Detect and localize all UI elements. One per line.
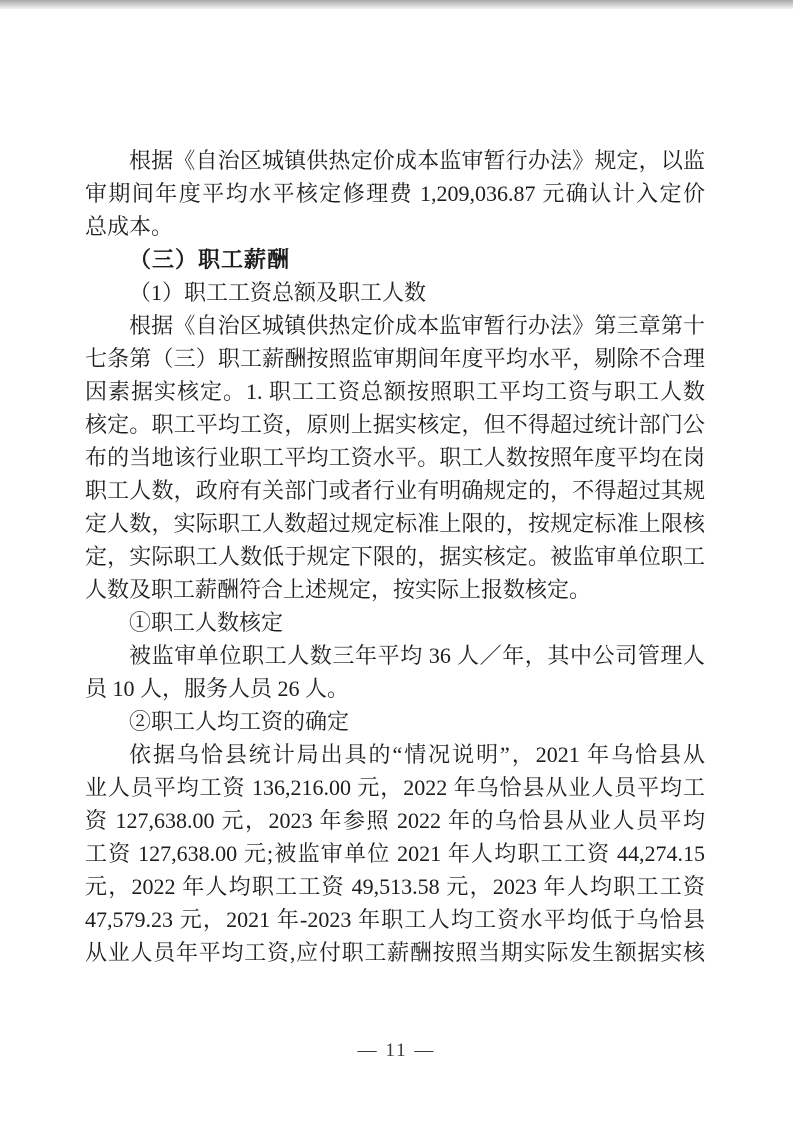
page-number: — 11 —: [357, 1040, 436, 1061]
text-line: 业人员平均工资 136,216.00 元，2022 年乌恰县从业人员平均工: [85, 775, 705, 800]
text-line: 资 127,638.00 元，2023 年参照 2022 年的乌恰县从业人员平均: [85, 808, 705, 833]
section-heading-staff-compensation: （三）职工薪酬: [129, 247, 291, 272]
text-line: 被监审单位职工人数三年平均 36 人／年，其中公司管理人: [129, 643, 705, 668]
text-line: 从业人员年平均工资,应付职工薪酬按照当期实际发生额据实核: [85, 940, 705, 965]
text-line: 根据《自治区城镇供热定价成本监审暂行办法》规定，以监: [129, 148, 705, 173]
text-line: 工资 127,638.00 元;被监审单位 2021 年人均职工工资 44,274.15: [85, 841, 705, 866]
page-body: [85, 144, 705, 969]
text-line: 定人数，实际职工人数超过规定标准上限的，按规定标准上限核: [85, 511, 705, 536]
text-line: 布的当地该行业职工平均工资水平。职工人数按照年度平均在岗: [85, 445, 705, 470]
text-line: 七条第（三）职工薪酬按照监审期间年度平均水平，剔除不合理: [85, 346, 705, 371]
text-line: 元，2022 年人均职工工资 49,513.58 元，2023 年人均职工工资: [85, 874, 705, 899]
text-line: 47,579.23 元，2021 年-2023 年职工人均工资水平均低于乌恰县: [85, 907, 705, 932]
text-line: 总成本。: [85, 214, 174, 239]
text-line: 员 10 人，服务人员 26 人。: [85, 676, 350, 701]
text-line: 因素据实核定。1. 职工工资总额按照职工平均工资与职工人数: [85, 379, 705, 404]
text-line: 职工人数，政府有关部门或者行业有明确规定的，不得超过其规: [85, 478, 705, 503]
text-line: 核定。职工平均工资，原则上据实核定，但不得超过统计部门公: [85, 412, 705, 437]
scan-edge-shadow: [0, 0, 793, 9]
item-circle2-title: ②职工人均工资的确定: [129, 709, 350, 734]
text-line: 依据乌恰县统计局出具的“情况说明”，2021 年乌恰县从: [129, 742, 705, 767]
item-circle1-title: ①职工人数核定: [129, 610, 284, 635]
text-line: 根据《自治区城镇供热定价成本监审暂行办法》第三章第十: [129, 313, 705, 338]
text-line: 定，实际职工人数低于规定下限的，据实核定。被监审单位职工: [85, 544, 705, 569]
subsection-1-title: （1）职工工资总额及职工人数: [129, 280, 427, 305]
text-line: 人数及职工薪酬符合上述规定，按实际上报数核定。: [85, 577, 592, 602]
text-line: 审期间年度平均水平核定修理费 1,209,036.87 元确认计入定价: [85, 181, 705, 206]
